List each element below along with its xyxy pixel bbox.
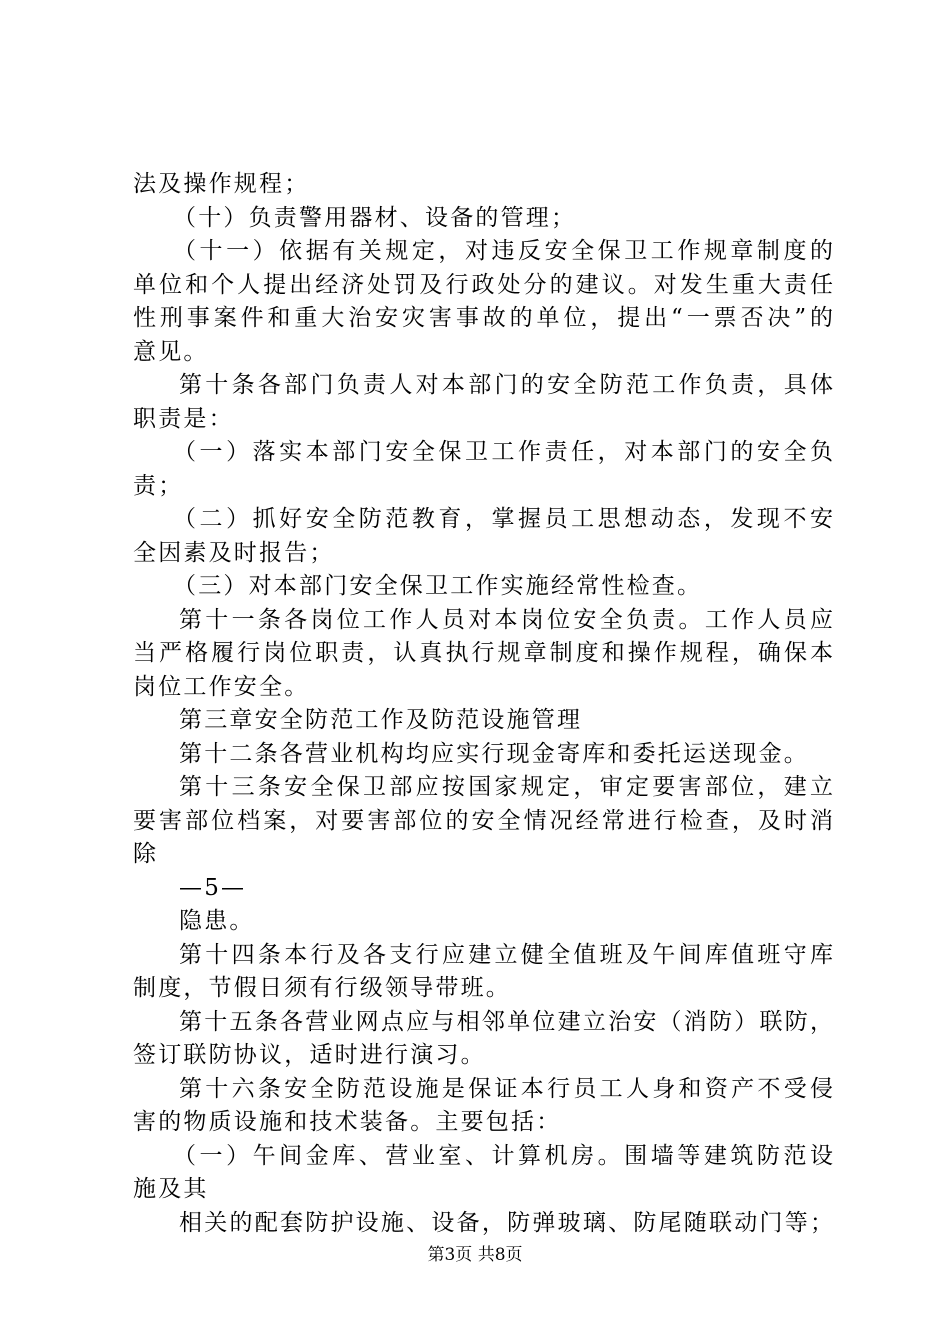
text-line: 职责是：	[133, 405, 234, 432]
text-line: 除	[133, 841, 159, 867]
text-line: 当严格履行岗位职责，认真执行规章制度和操作规程，确保本	[133, 640, 833, 666]
text-line: （一）午间金库、营业室、计算机房。围墙等建筑防范设	[173, 1142, 833, 1169]
text-line: 全因素及时报告；	[133, 539, 335, 566]
text-line: 责；	[133, 472, 184, 499]
page-footer: 第3页 共8页	[427, 1245, 523, 1265]
text-line: 施及其	[133, 1176, 209, 1202]
text-line: （三）对本部门安全保卫工作实施经常性检查。	[173, 573, 703, 599]
text-line: 第十三条安全保卫部应按国家规定，审定要害部位，建立	[179, 774, 833, 800]
text-line: （二）抓好安全防范教育，掌握员工思想动态，发现不安	[173, 506, 833, 532]
text-line: 第十条各部门负责人对本部门的安全防范工作负责，具体	[179, 372, 833, 398]
text-line: 要害部位档案，对要害部位的安全情况经常进行检查，及时消	[133, 807, 833, 834]
text-line: （一）落实本部门安全保卫工作责任，对本部门的安全负	[173, 439, 833, 465]
text-line: （十一）依据有关规定，对违反安全保卫工作规章制度的	[173, 238, 833, 264]
text-line: 第十二条各营业机构均应实行现金寄库和委托运送现金。	[179, 740, 809, 767]
text-line: 相关的配套防护设施、设备，防弹玻璃、防尾随联动门等；	[179, 1209, 833, 1236]
document-body	[133, 168, 833, 1240]
text-line: 害的物质设施和技术装备。主要包括：	[133, 1109, 562, 1135]
text-line: 第十四条本行及各支行应建立健全值班及午间库值班守库	[179, 941, 833, 968]
text-line: （十）负责警用器材、设备的管理；	[173, 204, 577, 231]
text-line: 性刑事案件和重大治安灾害事故的单位，提出“一票否决”的	[133, 305, 833, 331]
text-line: 单位和个人提出经济处罚及行政处分的建议。对发生重大责任	[133, 271, 833, 298]
text-line: 第十一条各岗位工作人员对本岗位安全负责。工作人员应	[179, 606, 833, 633]
chapter-heading: 第三章安全防范工作及防范设施管理	[179, 707, 583, 733]
text-line: 法及操作规程；	[133, 171, 310, 197]
text-line: 岗位工作安全。	[133, 673, 310, 700]
text-line: 签订联防协议，适时进行演习。	[133, 1042, 486, 1068]
text-line: 第十五条各营业网点应与相邻单位建立治安（消防）联防，	[179, 1008, 833, 1035]
inline-page-number: —5—	[179, 874, 247, 901]
text-line: 制度，节假日须有行级领导带班。	[133, 975, 511, 1001]
text-line: 第十六条安全防范设施是保证本行员工人身和资产不受侵	[179, 1075, 833, 1102]
text-line: 意见。	[133, 338, 209, 365]
text-line: 隐患。	[179, 908, 255, 934]
